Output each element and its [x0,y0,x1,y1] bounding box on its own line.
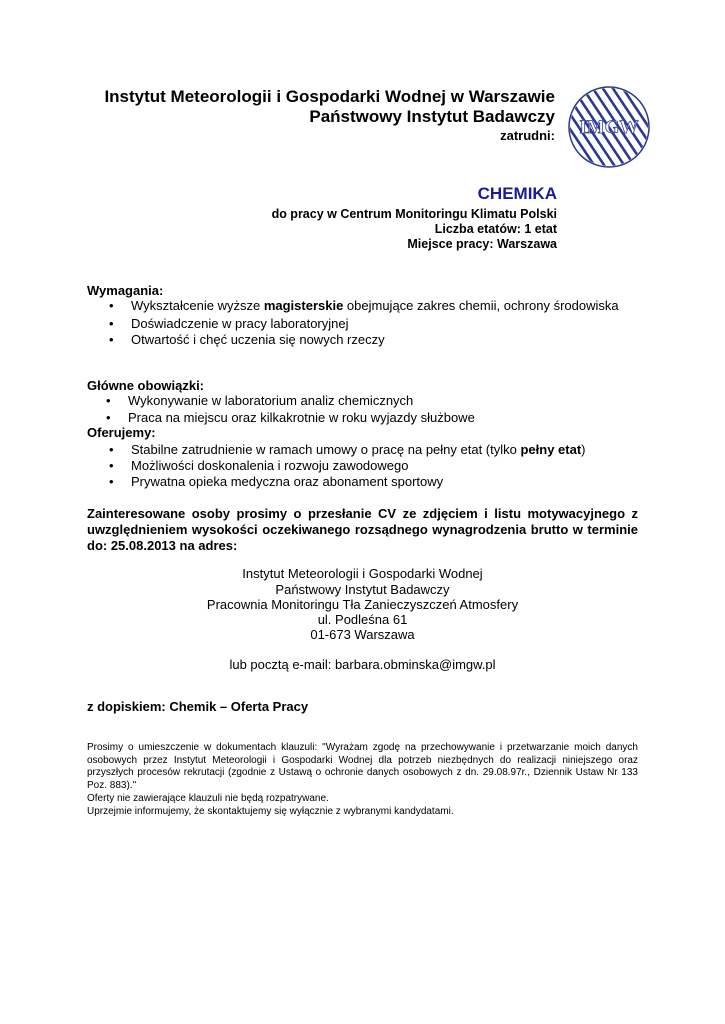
legal-footer [87,742,638,818]
consent-clause: Prosimy o umieszczenie w dokumentach klauzuli: "Wyrażam zgodę na przechowywanie i przetwarzanie moich danych osobowych przez Instytut Meteorologii i Gospodarki Wodnej dla potrzeb niezbędnych do realizacji niniejszego oraz przyszłych procesów rekrutacji (zgodnie z Ustawą o ochronie danych osobowych z dn. 29.08.97r., Dziennik Ustaw Nr 133 Poz. 883)." [87,742,638,792]
svg-text:IMGW: IMGW [579,117,639,138]
hires-label: zatrudni: [500,128,555,143]
email-contact: lub pocztą e-mail: barbara.obminska@imgw.pl [229,657,496,672]
address-line: ul. Podleśna 61 [317,612,408,627]
address-line: Instytut Meteorologii i Gospodarki Wodnej [242,566,483,581]
offer-heading: Oferujemy: [87,425,156,440]
footer-note: Uprzejmie informujemy, że skontaktujemy się wyłącznie z wybranymi kandydatami. [87,805,454,817]
org-subtitle: Państwowy Instytut Badawczy [309,107,555,126]
duties-heading: Główne obowiązki: [87,378,205,393]
requirements-heading: Wymagania: [87,283,164,298]
address-line: Państwowy Instytut Badawczy [275,582,450,597]
subject-note: z dopiskiem: Chemik – Oferta Pracy [87,699,309,714]
fte-count: Liczba etatów: 1 etat [434,222,557,236]
org-name: Instytut Meteorologii i Gospodarki Wodnej w Warszawie [104,87,555,106]
work-location: Miejsce pracy: Warszawa [407,237,557,251]
address-line: Pracownia Monitoringu Tła Zanieczyszczeń Atmosfery [206,597,519,612]
address-line: 01-673 Warszawa [310,627,415,642]
workplace: do pracy w Centrum Monitoringu Klimatu Polski [271,207,557,221]
position-title: CHEMIKA [477,184,557,203]
application-instructions: Zainteresowane osoby prosimy o przesłanie CV ze zdjęciem i listu motywacyjnego z uwzględnieniem wysokości oczekiwanego rozsądnego wynagrodzenia brutto w terminie do: 25.08.2013 na adres: [87,506,638,553]
footer-note: Oferty nie zawierające klauzuli nie będą rozpatrywane. [87,792,329,804]
imgw-logo [568,86,650,168]
